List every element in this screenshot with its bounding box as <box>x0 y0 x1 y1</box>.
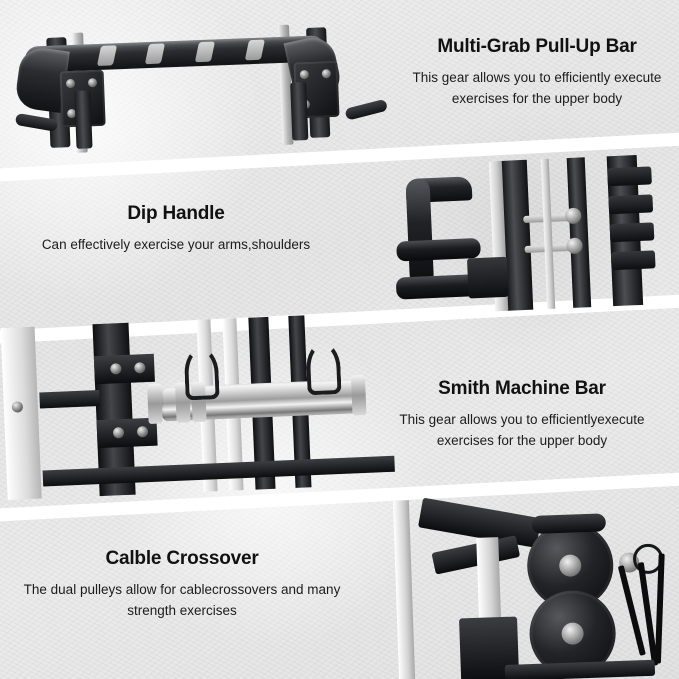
smith-machine-bar-image <box>0 312 395 500</box>
base-beam <box>43 456 395 487</box>
j-hook-right <box>344 99 388 121</box>
smith-machine-bar-caption <box>382 378 662 451</box>
pull-up-bar-description: This gear allows you to efficiently execute exercises for the upper body <box>412 70 662 106</box>
stack-plate-4 <box>611 250 656 270</box>
bar-collar-inner <box>147 383 163 424</box>
cable-crossover-description: The dual pulleys allow for cablecrossovers and many strength exercises <box>23 582 341 618</box>
upright-right <box>290 82 308 141</box>
crossover-base-beam <box>505 660 655 679</box>
pulley-housing-top <box>531 513 606 534</box>
guide-rod <box>541 159 556 309</box>
cable-crossover-image <box>379 491 679 679</box>
rack-column-2 <box>567 157 592 308</box>
crossover-white-post <box>393 500 415 679</box>
carriage-block-top <box>94 354 155 384</box>
cable-crossover-caption <box>22 548 342 621</box>
pull-up-bar-title: Multi-Grab Pull-Up Bar <box>437 36 637 57</box>
safety-hook-right <box>305 342 341 395</box>
dip-handle-description: Can effectively exercise your arms,shoulders <box>41 237 311 252</box>
dip-handle-caption <box>16 203 336 255</box>
stack-plate-2 <box>608 194 653 214</box>
dip-handle-mount <box>467 257 509 299</box>
stack-plate-1 <box>607 166 652 186</box>
cable-crossover-title: Calble Crossover <box>105 548 259 569</box>
pull-up-bar-image <box>6 7 399 154</box>
safety-hook-left <box>184 347 220 400</box>
bar-collar-end <box>351 375 367 416</box>
dip-handle-vertical <box>405 178 434 287</box>
smith-machine-bar-description: This gear allows you to efficientlyexecute exercises for the upper body <box>399 412 645 448</box>
upright-left <box>74 90 92 149</box>
stack-plate-3 <box>610 222 655 242</box>
pull-up-bar-caption <box>404 36 670 109</box>
frame-white-post <box>1 327 42 500</box>
smith-machine-bar-title: Smith Machine Bar <box>438 378 606 399</box>
cross-brace <box>39 390 100 408</box>
dip-handle-image <box>371 154 677 317</box>
dip-handle-title: Dip Handle <box>127 203 225 224</box>
